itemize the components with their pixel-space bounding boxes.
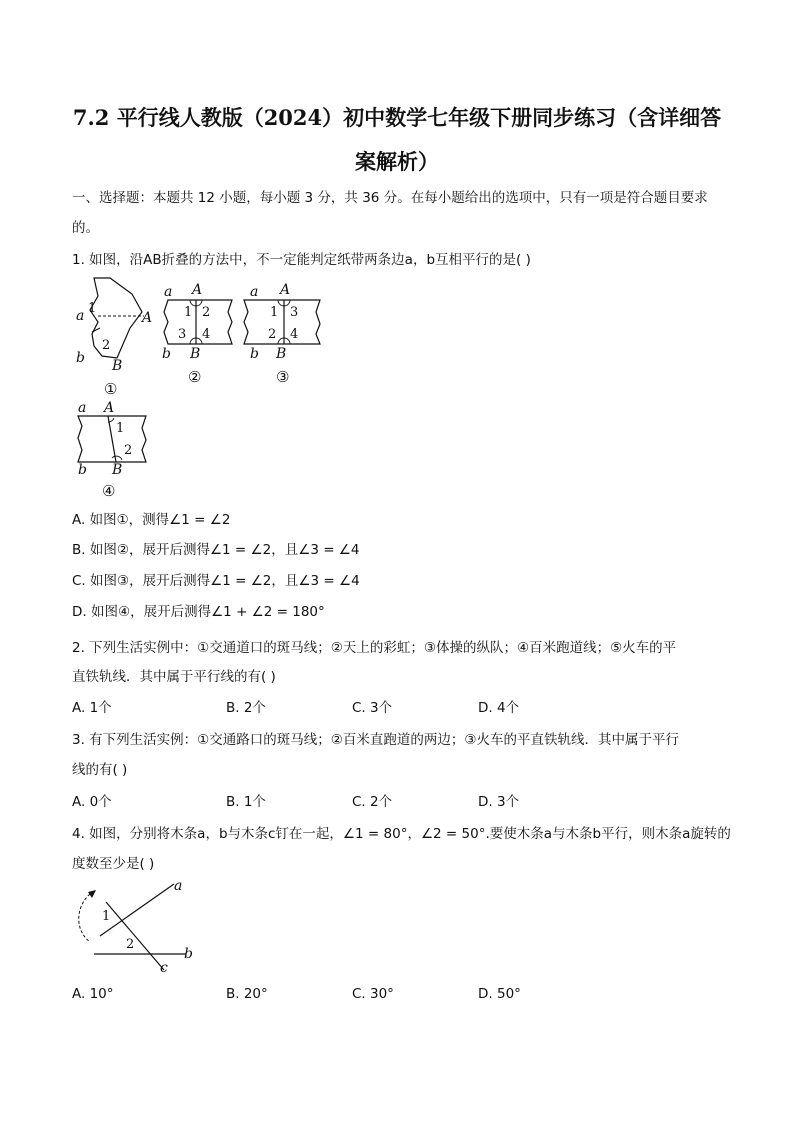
q1-fig3-label-B: B: [276, 346, 287, 362]
q1-fig4-label-b: b: [78, 462, 87, 478]
q1-figure-2: [158, 282, 240, 388]
q1-fig3-caption: ③: [276, 368, 290, 386]
q1-figure-3: [242, 282, 328, 388]
q1-option-b: B. 如图②，展开后测得∠1 = ∠2，且∠3 = ∠4: [72, 542, 360, 558]
q4-label-a: a: [174, 878, 183, 894]
q2-option-b: B. 2个: [226, 700, 266, 716]
q1-fig2-label-A: A: [192, 282, 203, 298]
q1-option-c: C. 如图③，展开后测得∠1 = ∠2，且∠3 = ∠4: [72, 573, 360, 589]
q1-fig3-label-1: 1: [270, 305, 279, 320]
section-heading: 一、选择题：本题共 12 小题，每小题 3 分，共 36 分。在每小题给出的选项中，只有一项是符合题目要求: [72, 190, 708, 206]
q1-fig2-label-1: 1: [184, 305, 193, 320]
q1-fig1-caption: ①: [104, 380, 118, 398]
q4-option-b: B. 20°: [226, 986, 268, 1002]
q1-fig1-label-b: b: [76, 350, 85, 366]
q1-fig4-label-B: B: [112, 462, 123, 478]
document-title-line1: 7.2 平行线人教版（2024）初中数学七年级下册同步练习（含详细答: [72, 105, 722, 130]
q4-stem-line2: 度数至少是( ): [72, 856, 155, 872]
q4-option-d: D. 50°: [478, 986, 521, 1002]
q2-stem-line2: 直铁轨线．其中属于平行线的有( ): [72, 669, 276, 685]
q2-option-a: A. 1个: [72, 700, 112, 716]
q1-stem: 1. 如图，沿AB折叠的方法中，不一定能判定纸带两条边a，b互相平行的是( ): [72, 252, 531, 268]
q1-fig1-label-a: a: [76, 308, 85, 324]
q1-fig3-label-A: A: [280, 282, 291, 298]
q2-option-c: C. 3个: [352, 700, 393, 716]
q1-fig3-label-4: 4: [290, 327, 299, 342]
q1-fig2-label-4: 4: [202, 327, 211, 342]
q3-stem-line2: 线的有( ): [72, 762, 128, 778]
q4-stem-line1: 4. 如图，分别将木条a，b与木条c钉在一起，∠1 = 80°，∠2 = 50°.要使木条a与木条b平行，则木条a旋转的: [72, 826, 731, 842]
q1-fig2-label-2: 2: [202, 305, 211, 320]
q1-fig4-label-2: 2: [124, 443, 133, 458]
q1-fig4-label-A: A: [104, 400, 115, 416]
q1-fig1-label-B: B: [112, 358, 123, 374]
q4-label-c: c: [160, 960, 168, 976]
q1-figure-1: [72, 270, 162, 400]
q4-figure: [66, 876, 206, 976]
q1-figure-4: [72, 398, 162, 498]
q4-option-a: A. 10°: [72, 986, 114, 1002]
q4-label-b: b: [184, 946, 193, 962]
q1-fig1-label-1: 1: [88, 301, 97, 316]
q1-fig2-label-b: b: [162, 346, 171, 362]
q1-fig3-label-2: 2: [268, 327, 277, 342]
q1-fig1-label-2: 2: [102, 338, 111, 353]
q4-label-1: 1: [102, 909, 111, 924]
q3-option-a: A. 0个: [72, 794, 112, 810]
q1-fig2-label-a: a: [164, 284, 173, 300]
q1-fig1-label-A: A: [142, 310, 153, 326]
q1-fig2-label-3: 3: [178, 327, 187, 342]
q3-option-c: C. 2个: [352, 794, 393, 810]
q1-fig2-caption: ②: [188, 368, 202, 386]
q1-fig4-label-a: a: [78, 400, 87, 416]
q1-fig2-label-B: B: [190, 346, 201, 362]
q3-option-b: B. 1个: [226, 794, 266, 810]
q2-option-d: D. 4个: [478, 700, 520, 716]
q1-fig3-label-a: a: [250, 284, 259, 300]
q4-label-2: 2: [126, 937, 135, 952]
q1-fig4-label-1: 1: [116, 421, 125, 436]
q1-fig3-label-b: b: [250, 346, 259, 362]
document-title-line2: 案解析）: [355, 149, 439, 174]
section-heading-cont: 的。: [72, 220, 99, 236]
q3-stem-line1: 3. 有下列生活实例：①交通路口的斑马线；②百米直跑道的两边；③火车的平直铁轨线．其中属于平行: [72, 732, 679, 748]
q2-stem-line1: 2. 下列生活实例中：①交通道口的斑马线；②天上的彩虹；③体操的纵队；④百米跑道线；⑤火车的平: [72, 640, 677, 656]
q1-option-a: A. 如图①，测得∠1 = ∠2: [72, 512, 231, 528]
q4-option-c: C. 30°: [352, 986, 394, 1002]
q1-option-d: D. 如图④，展开后测得∠1 + ∠2 = 180°: [72, 604, 325, 620]
q3-option-d: D. 3个: [478, 794, 520, 810]
q1-fig3-label-3: 3: [290, 305, 299, 320]
q1-fig4-caption: ④: [102, 482, 116, 500]
